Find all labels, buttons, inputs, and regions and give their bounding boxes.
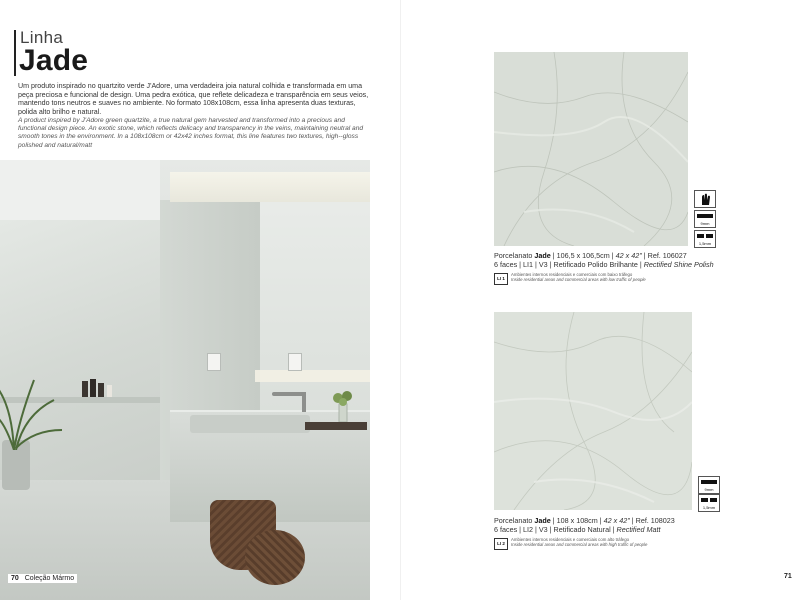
joint-caption: 1,5mm <box>698 241 712 246</box>
line-label: Linha <box>20 28 64 47</box>
tile-swatch-polished <box>494 52 688 246</box>
plant-icon <box>0 360 64 450</box>
flower-vase-icon <box>330 390 356 422</box>
marble-texture <box>494 312 692 510</box>
usage-pt: Ambientes internos residenciais e comerciais com alto tráfego <box>511 537 629 542</box>
usage-en: Inside residential areas and commercial areas with low traffic of people <box>511 277 646 283</box>
description-english: A product inspired by J'Adore green quartzite, a true natural gem harvested and transformed into a precious and functional design piece. An exotic stone, which reflects delicacy and transparency in the veins, maintaining neutral and smooth tones in the environment. In a 108x108cm or 42x42 inches format, this line features two textures, high--gloss polished and natural/matt <box>18 117 364 149</box>
product-type: Porcelanato <box>494 516 533 525</box>
product-finish: 6 faces | LI1 | V3 | Retificado Polido Brilhante | <box>494 260 644 269</box>
spread-divider <box>400 0 401 600</box>
faucet <box>272 392 306 396</box>
thickness-bar <box>697 214 713 218</box>
product-spec-line-1 <box>494 251 687 260</box>
product-size: | 106,5 x 106,5cm | <box>550 251 616 260</box>
ceiling <box>0 160 160 220</box>
product-type: Porcelanato <box>494 251 533 260</box>
faucet-neck <box>302 392 306 412</box>
thickness-caption: 9mm <box>700 221 710 226</box>
joint-bar-left <box>701 498 708 502</box>
product-name: Jade <box>534 251 551 260</box>
marble-texture <box>494 52 688 246</box>
usage-class-badge: LI 1 <box>494 273 508 285</box>
product-finish-english: Rectified Matt <box>616 525 661 534</box>
hand-gloss-icon <box>694 190 716 208</box>
joint-caption: 1,5mm <box>702 505 716 510</box>
sink-basin <box>190 415 310 433</box>
basket-lid <box>245 530 305 585</box>
light-switch <box>207 353 221 371</box>
product-spec-line-2 <box>494 525 660 534</box>
usage-description <box>511 537 647 548</box>
usage-en: Inside residential areas and commercial areas with high traffic of people <box>511 542 648 548</box>
ceiling-light-strip <box>170 172 370 202</box>
tile-swatch-natural <box>494 312 692 510</box>
joint-bar-right <box>710 498 717 502</box>
product-spec-line-2 <box>494 260 714 269</box>
product-size: | 108 x 108cm | <box>550 516 604 525</box>
description-portuguese: Um produto inspirado no quartzito verde J'Adore, uma verdadeira joia natural colhida e transformada em uma peça preciosa e funcional de design. Uma pedra exótica, que reflete delicadeza e transparência em seus veios, mantendo tons neutros e suaves no ambiente. No formato 108x108cm, essa linha apresenta duas texturas, polida alto brilho e natural. <box>18 82 369 116</box>
hand-icon <box>695 191 715 207</box>
product-spec-line-1 <box>494 516 675 525</box>
collection-name: Coleção Mármo <box>24 575 75 582</box>
wooden-tray <box>305 422 367 430</box>
joint-bar-right <box>706 234 713 238</box>
page-number: 70 <box>11 575 19 582</box>
product-ref: | Ref. 108023 <box>629 516 675 525</box>
product-size-inches: 42 x 42" <box>603 516 630 525</box>
toiletry-bottles-icon <box>80 375 120 397</box>
led-glow <box>255 370 370 382</box>
page-footer-left <box>8 574 77 583</box>
thickness-caption: 9mm <box>704 487 714 492</box>
joint-1-5mm-icon <box>694 230 716 248</box>
joint-1-5mm-icon <box>698 494 720 512</box>
product-finish-english: Rectified Shine Polish <box>643 260 714 269</box>
thickness-9mm-icon <box>694 210 716 228</box>
bathroom-ambience-photo <box>0 160 370 600</box>
product-ref: | Ref. 106027 <box>641 251 687 260</box>
light-switch <box>288 353 302 371</box>
thickness-9mm-icon <box>698 476 720 494</box>
line-title: Jade <box>19 44 89 77</box>
usage-pt: Ambientes internos residenciais e comerciais com baixo tráfego <box>511 272 633 277</box>
product-size-inches: 42 x 42" <box>615 251 642 260</box>
title-accent-bar <box>14 30 16 76</box>
product-name: Jade <box>534 516 551 525</box>
thickness-bar <box>701 480 717 484</box>
joint-bar-left <box>697 234 704 238</box>
page-number-right: 71 <box>784 573 792 580</box>
usage-class-badge: LI 2 <box>494 538 508 550</box>
usage-description <box>511 272 646 283</box>
product-finish: 6 faces | LI2 | V3 | Retificado Natural | <box>494 525 617 534</box>
